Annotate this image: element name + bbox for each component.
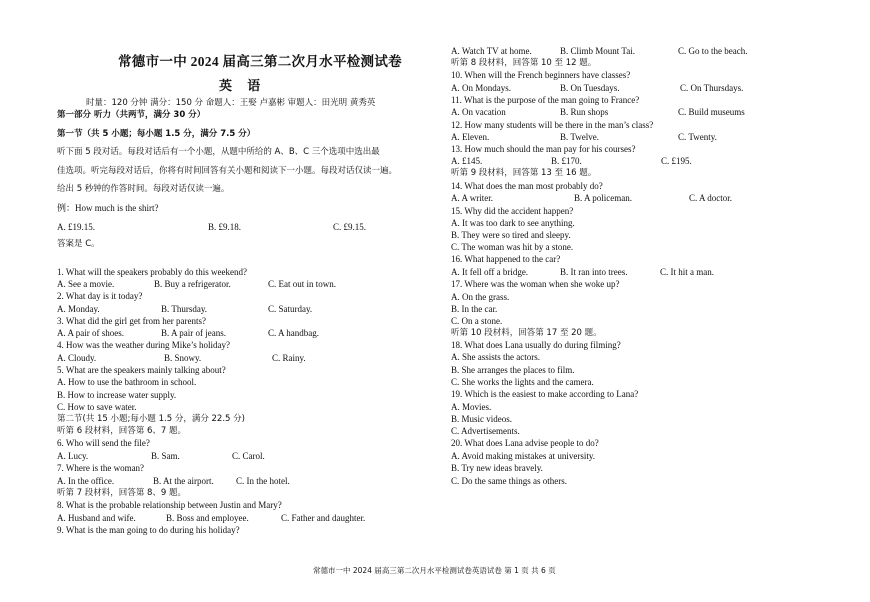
material-note: 听第 6 段材料，回答第 6、7 题。 — [57, 426, 187, 436]
option-b: B. Sam. — [151, 451, 180, 461]
option-a: A. Movies. — [451, 402, 492, 412]
instruction-line: 给出 5 秒钟的作答时间。每段对话仅读一遍。 — [57, 184, 230, 194]
option-c: C. A handbag. — [268, 328, 319, 338]
question-11: 11. What is the purpose of the man going to France? — [451, 95, 640, 105]
option-b: B. Thursday. — [161, 304, 207, 314]
question-12: 12. How many students will be there in the man’s class? — [451, 120, 654, 130]
option-a: A. Watch TV at home. — [451, 46, 532, 56]
option-a: A. Monday. — [57, 304, 100, 314]
question-16: 16. What happened to the car? — [451, 254, 561, 264]
question-17: 17. Where was the woman when she woke up? — [451, 279, 620, 289]
option-b: B. A pair of jeans. — [161, 328, 226, 338]
option-c: C. The woman was hit by a stone. — [451, 242, 574, 252]
option-a: A. See a movie. — [57, 279, 115, 289]
question-1: 1. What will the speakers probably do this weekend? — [57, 267, 248, 277]
option-b: B. Try new ideas bravely. — [451, 463, 543, 473]
section-heading: 第一节（共 5 小题；每小题 1.5 分，满分 7.5 分） — [57, 129, 256, 139]
option-c: C. Go to the beach. — [678, 46, 748, 56]
option-c: C. On a stone. — [451, 316, 503, 326]
exam-title: 常德市一中 2024 届高三第二次月水平检测试卷 — [118, 54, 402, 69]
material-note: 听第 10 段材料，回答第 17 至 20 题。 — [451, 328, 602, 338]
option-c: C. A doctor. — [689, 193, 733, 203]
option-b: B. Buy a refrigerator. — [154, 279, 231, 289]
option-c: C. Father and daughter. — [281, 513, 366, 523]
option-a: A. A writer. — [451, 193, 493, 203]
question-7: 7. Where is the woman? — [57, 463, 145, 473]
option-a: A. It fell off a bridge. — [451, 267, 529, 277]
option-b: B. Twelve. — [560, 132, 599, 142]
option-a: A. A pair of shoes. — [57, 328, 124, 338]
option-c: C. On Thursdays. — [680, 83, 744, 93]
option-c: C. It hit a man. — [660, 267, 714, 277]
subject-title: 英 语 — [219, 78, 267, 93]
question-20: 20. What does Lana advise people to do? — [451, 438, 599, 448]
option-b: B. A policeman. — [574, 193, 632, 203]
option-a: A. On the grass. — [451, 292, 510, 302]
option-a: A. Cloudy. — [57, 353, 97, 363]
option-c: C. Saturday. — [268, 304, 313, 314]
option-c: C. £195. — [661, 156, 692, 166]
option-b: B. At the airport. — [153, 476, 214, 486]
option-b: B. On Tuesdays. — [560, 83, 620, 93]
question-2: 2. What day is it today? — [57, 291, 143, 301]
question-6: 6. Who will send the file? — [57, 438, 150, 448]
option-a: A. £145. — [451, 156, 483, 166]
option-a: A. How to use the bathroom in school. — [57, 377, 197, 387]
option-c: C. Do the same things as others. — [451, 476, 567, 486]
section-heading: 第二节(共 15 小题;每小题 1.5 分，满分 22.5 分) — [57, 414, 245, 424]
option-a: A. Lucy. — [57, 451, 89, 461]
question-18: 18. What does Lana usually do during filming? — [451, 340, 621, 350]
option-c: C. £9.15. — [333, 222, 367, 232]
material-note: 听第 8 段材料，回答第 10 至 12 题。 — [451, 58, 597, 68]
question-3: 3. What did the girl get from her parents? — [57, 316, 207, 326]
example-question: 例：How much is the shirt? — [57, 203, 159, 213]
option-b: B. How to increase water supply. — [57, 390, 177, 400]
question-19: 19. Which is the easiest to make according to Lana? — [451, 389, 639, 399]
option-b: B. She arranges the places to film. — [451, 365, 575, 375]
question-10: 10. When will the French beginners have classes? — [451, 70, 631, 80]
option-c: C. How to save water. — [57, 402, 137, 412]
option-a: A. She assists the actors. — [451, 352, 540, 362]
option-b: B. £170. — [551, 156, 582, 166]
material-note: 听第 9 段材料，回答第 13 至 16 题。 — [451, 168, 597, 178]
question-14: 14. What does the man most probably do? — [451, 181, 603, 191]
option-a: A. Eleven. — [451, 132, 490, 142]
option-a: A. In the office. — [57, 476, 115, 486]
question-13: 13. How much should the man pay for his courses? — [451, 144, 636, 154]
option-c: C. Build museums — [678, 107, 745, 117]
exam-meta-info: 时量：120 分钟 满分：150 分 命题人：王娶 卢嘉彬 审题人：田光明 黄秀英 — [86, 98, 376, 108]
example-answer: 答案是 C。 — [57, 239, 100, 249]
option-b: B. Run shops — [560, 107, 609, 117]
option-a: A. Avoid making mistakes at university. — [451, 451, 595, 461]
option-b: B. £9.18. — [208, 222, 242, 232]
option-b: B. Boss and employee. — [166, 513, 249, 523]
option-a: A. On Mondays. — [451, 83, 511, 93]
option-b: B. They were so tired and sleepy. — [451, 230, 571, 240]
option-c: C. In the hotel. — [236, 476, 290, 486]
question-15: 15. Why did the accident happen? — [451, 206, 574, 216]
option-c: C. Eat out in town. — [268, 279, 336, 289]
instruction-line: 佳选项。听完每段对话后，你将有时间回答有关小题和阅读下一小题。每段对话仅读一遍。 — [57, 166, 398, 176]
option-c: C. Carol. — [232, 451, 265, 461]
option-b: B. Climb Mount Tai. — [560, 46, 635, 56]
option-c: C. Advertisements. — [451, 426, 520, 436]
option-c: C. Twenty. — [678, 132, 717, 142]
question-5: 5. What are the speakers mainly talking about? — [57, 365, 226, 375]
option-a: A. Husband and wife. — [57, 513, 136, 523]
option-b: B. Snowy. — [164, 353, 202, 363]
question-9: 9. What is the man going to do during his holiday? — [57, 525, 240, 535]
option-a: A. On vacation — [451, 107, 506, 117]
option-b: B. In the car. — [451, 304, 498, 314]
option-a: A. It was too dark to see anything. — [451, 218, 575, 228]
option-c: C. She works the lights and the camera. — [451, 377, 594, 387]
question-8: 8. What is the probable relationship between Justin and Mary? — [57, 500, 282, 510]
instruction-line: 听下面 5 段对话。每段对话后有一个小题，从题中所给的 A、B、C 三个选项中选出最 — [57, 147, 380, 157]
option-b: B. It ran into trees. — [560, 267, 628, 277]
page-footer: 常德市一中 2024 届高三第二次月水平检测试卷英语试卷 第 1 页 共 6 页 — [313, 566, 556, 575]
option-b: B. Music videos. — [451, 414, 513, 424]
option-a: A. £19.15. — [57, 222, 95, 232]
question-4: 4. How was the weather during Mike’s holiday? — [57, 340, 230, 350]
option-c: C. Rainy. — [272, 353, 306, 363]
material-note: 听第 7 段材料，回答第 8、9 题。 — [57, 488, 187, 498]
part-heading: 第一部分 听力（共两节，满分 30 分） — [57, 110, 206, 120]
